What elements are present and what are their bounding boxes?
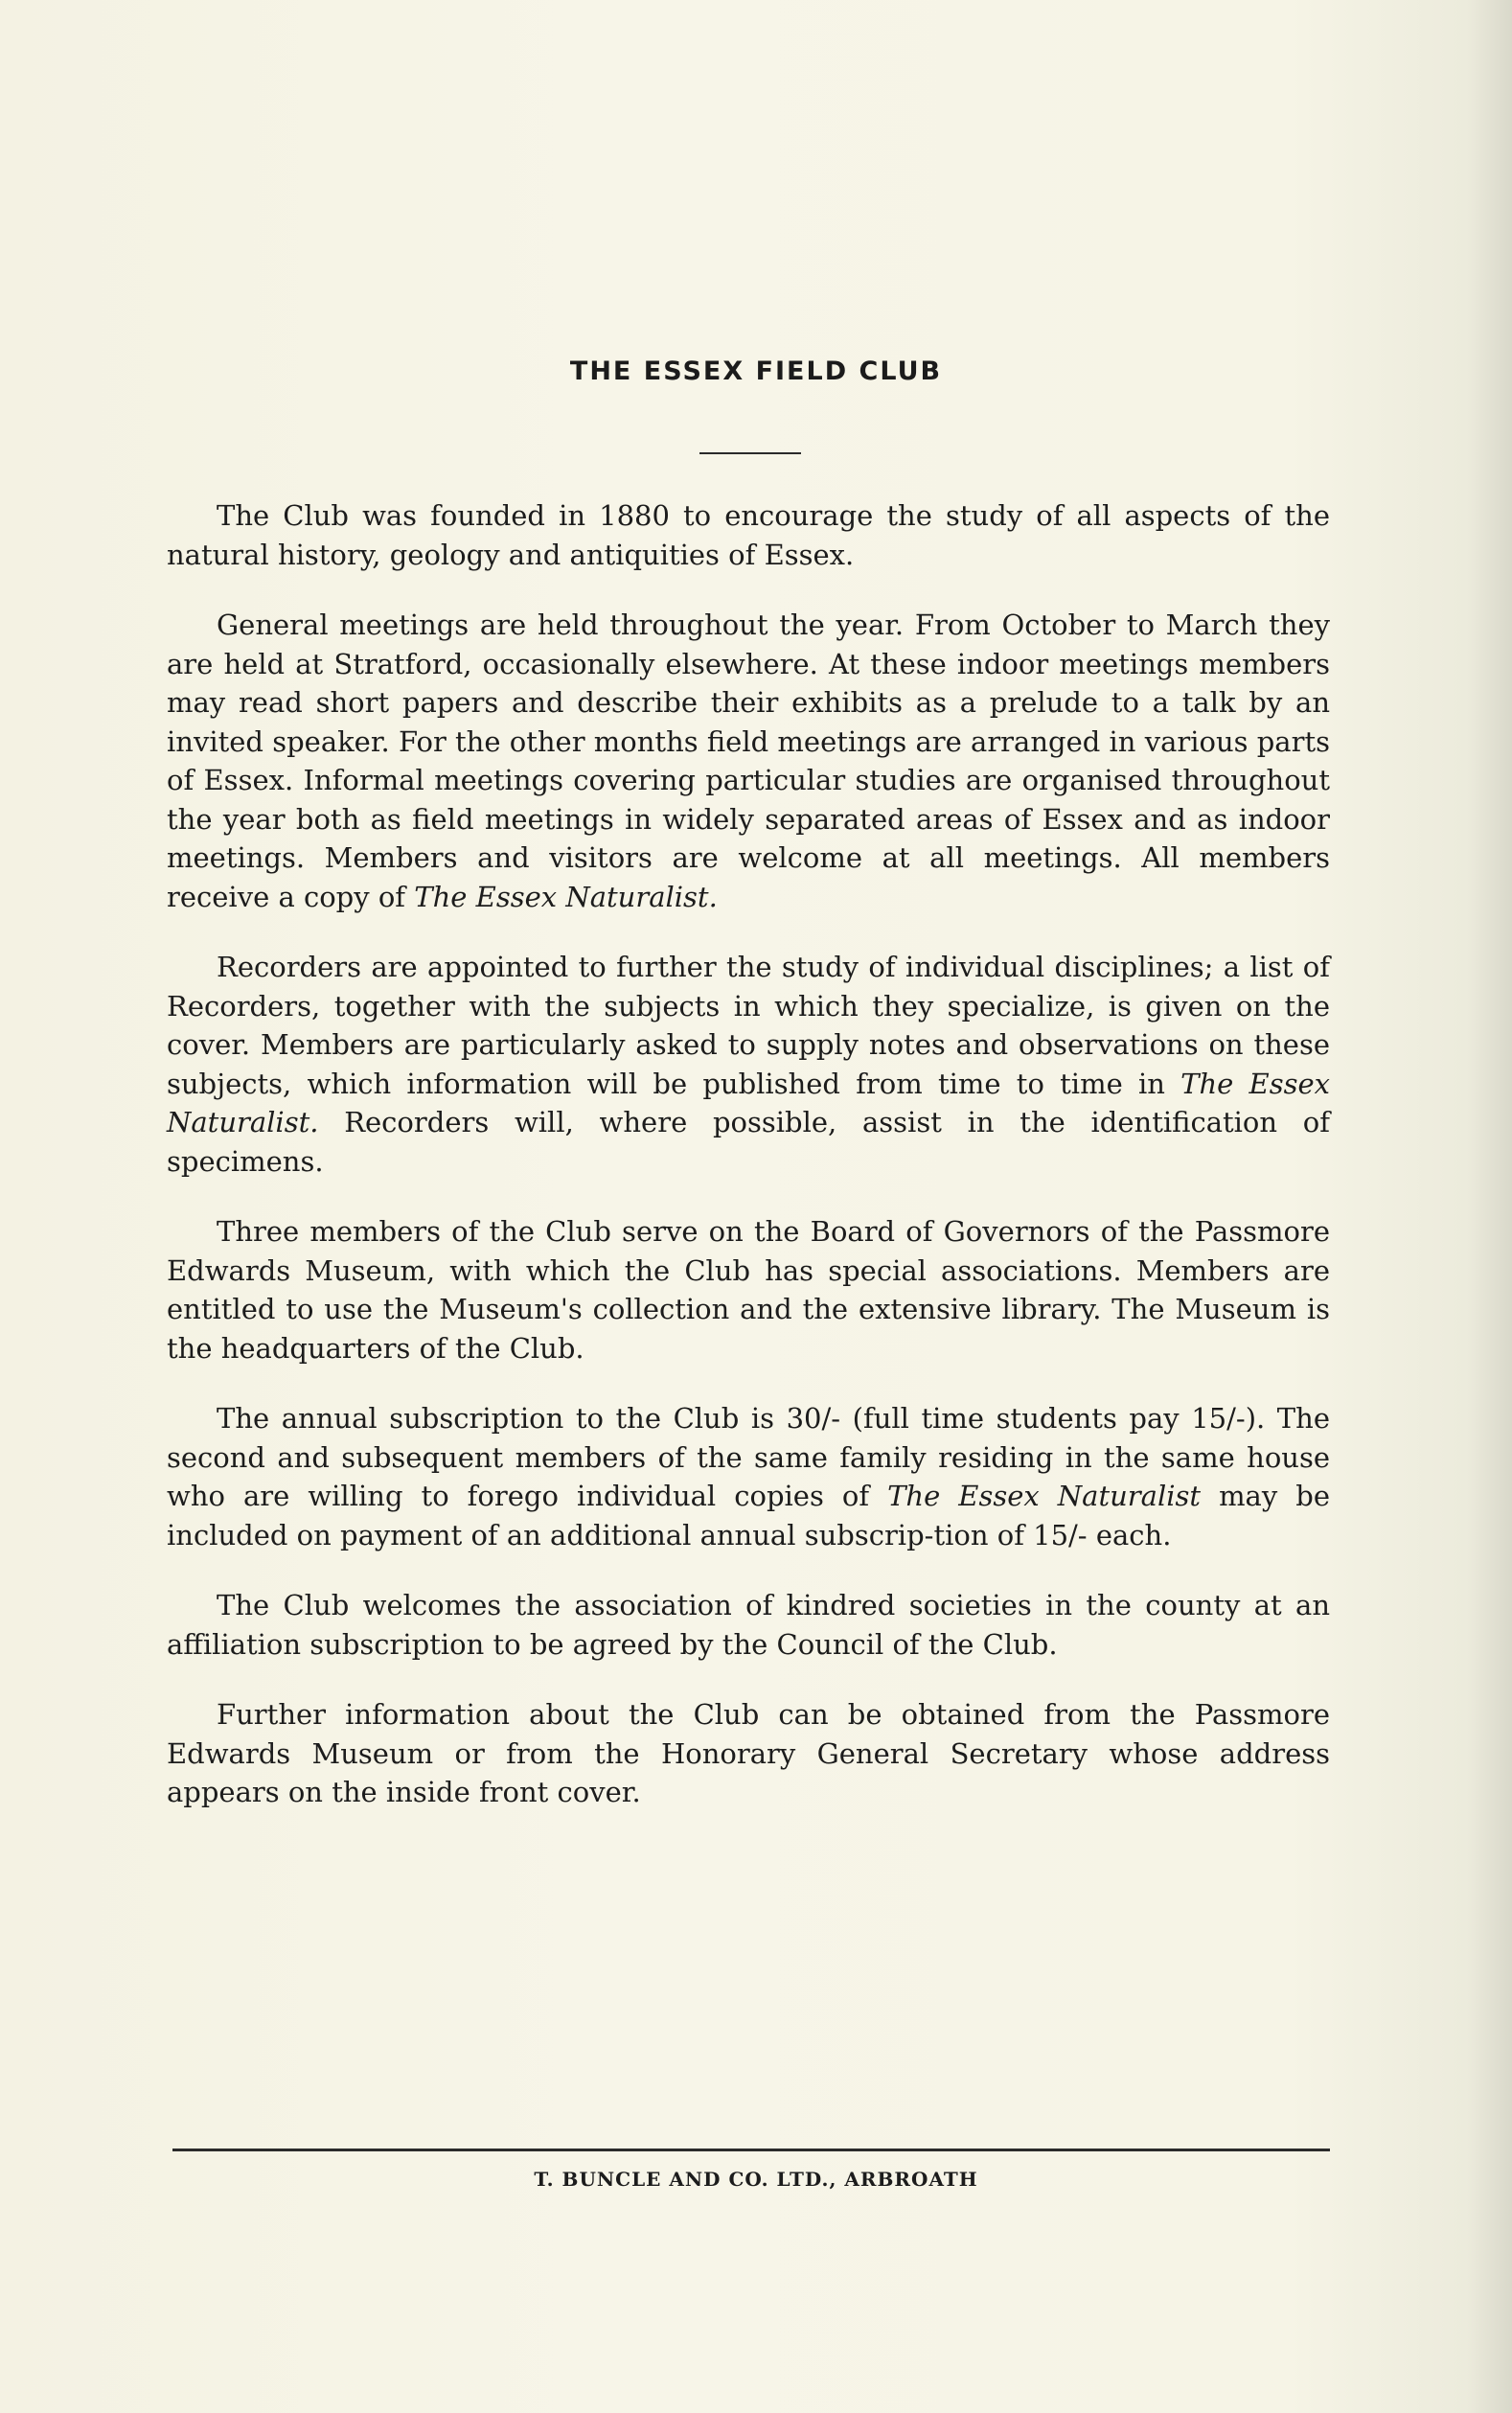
title-divider (699, 452, 801, 454)
printer-imprint: T. BUNCLE AND CO. LTD., ARBROATH (534, 2168, 978, 2191)
paragraph-recorders (167, 948, 1330, 1181)
paragraph-text: The Club was founded in 1880 to encourage the study of all aspects of the natural history, geology and antiquities of Essex. (167, 499, 1330, 571)
paragraph-text: may be included on payment of an additional annual subscrip-tion of 15/- each. (167, 1480, 1330, 1551)
footer-divider (172, 2149, 1330, 2151)
italic-title-text: The Essex Naturalist. (414, 880, 718, 913)
paragraph-subscription (167, 1399, 1330, 1554)
paragraph-text: The Club welcomes the association of kindred societies in the county at an affiliation subscription to be agreed by the Council of the Club. (167, 1589, 1330, 1661)
paragraph-text: Three members of the Club serve on the Board of Governors of the Passmore Edwards Museum, with which the Club has special associations. Members are entitled to use the Museum's collection and the extensive library. The Museum is the headquarters of the Club. (167, 1215, 1330, 1365)
paragraph-meetings (167, 606, 1330, 916)
paragraph-affiliation (167, 1586, 1330, 1664)
paragraph-text: General meetings are held throughout the year. From October to March they are held at Stratford, occasionally elsewhere. At these indoor meetings members may read short papers and describe their exhibits as a prelude to a talk by an invited speaker. For the other months field meetings are arranged in various parts of Essex. Informal meetings covering particular studies are organised throughout the year both as field meetings in widely separated areas of Essex and as indoor meetings. Members and visitors are welcome at all meetings. All members receive a copy of (167, 609, 1330, 913)
paragraph-text: Recorders will, where possible, assist in the identification of specimens. (167, 1106, 1330, 1178)
paragraph-text: Further information about the Club can be obtained from the Passmore Edwards Museum or from the Honorary General Secretary whose address appears on the inside front cover. (167, 1698, 1330, 1808)
body-text (167, 496, 1330, 1844)
paragraph-text: Recorders are appointed to further the study of individual disciplines; a list of Recorders, together with the subjects in which they specialize, is given on the cover. Members are particularly asked to supply notes and observations on these subjects, which information will be published from time to time in (167, 951, 1330, 1100)
italic-title-text: The Essex Naturalist. (167, 1067, 1330, 1138)
page-title: THE ESSEX FIELD CLUB (569, 356, 943, 386)
paragraph-founding (167, 496, 1330, 574)
paragraph-further-information (167, 1695, 1330, 1812)
paragraph-text: The annual subscription to the Club is 30/- (full time students pay 15/-). The second and subsequent members of the same family residing in the same house who are willing to forego individual copies of (167, 1402, 1330, 1512)
paragraph-museum (167, 1212, 1330, 1367)
italic-title-text: The Essex Naturalist (887, 1480, 1202, 1512)
